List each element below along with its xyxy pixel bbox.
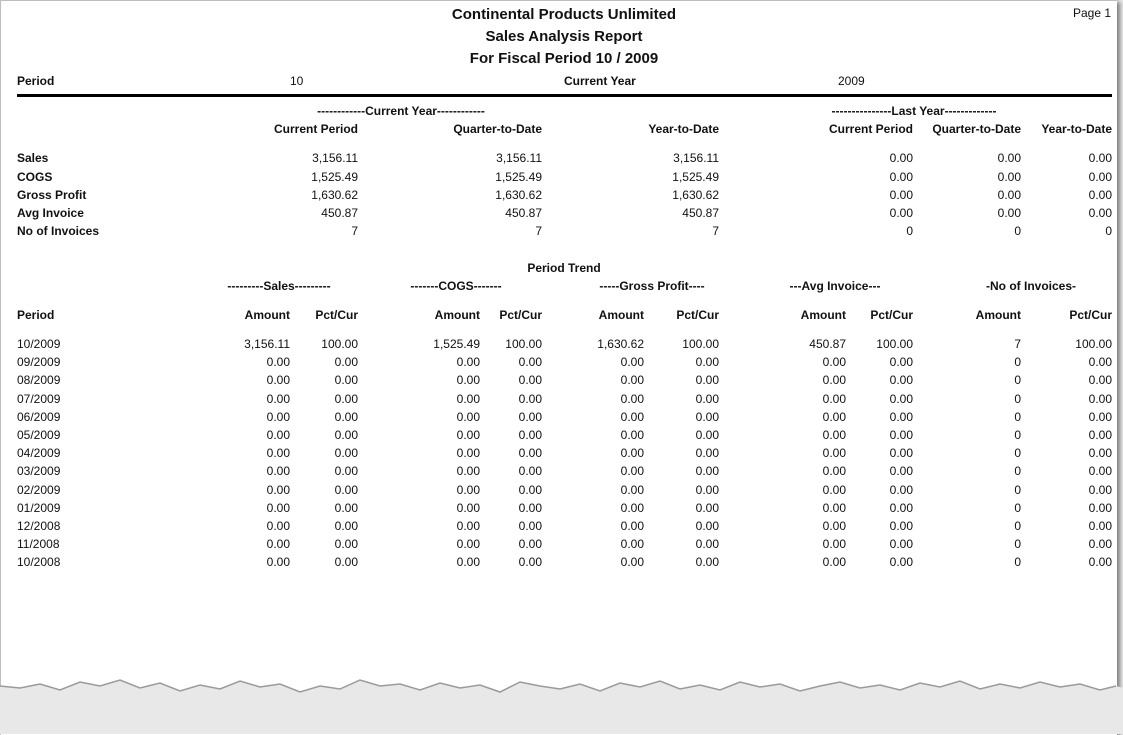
trend-cell: 0.00 bbox=[334, 555, 358, 569]
trend-group-heading: -----Gross Profit---- bbox=[599, 279, 705, 293]
trend-pct-header: Pct/Cur bbox=[676, 308, 719, 322]
trend-cell: 0.00 bbox=[334, 373, 358, 387]
trend-cell: 0.00 bbox=[620, 392, 644, 406]
trend-cell: 0 bbox=[1014, 355, 1021, 369]
trend-cell: 0.00 bbox=[620, 428, 644, 442]
summary-cell: 0.00 bbox=[889, 188, 913, 202]
trend-cell: 0.00 bbox=[456, 428, 480, 442]
trend-cell: 0.00 bbox=[695, 428, 719, 442]
trend-cell: 0.00 bbox=[889, 392, 913, 406]
trend-cell: 0.00 bbox=[266, 410, 290, 424]
summary-cell: 1,630.62 bbox=[311, 188, 358, 202]
trend-cell: 0.00 bbox=[889, 355, 913, 369]
trend-cell: 0.00 bbox=[695, 446, 719, 460]
summary-cell: 0.00 bbox=[1088, 170, 1112, 184]
trend-cell: 0.00 bbox=[518, 501, 542, 515]
trend-cell: 0.00 bbox=[1088, 464, 1112, 478]
trend-cell: 0.00 bbox=[620, 519, 644, 533]
summary-cell: 7 bbox=[535, 224, 542, 238]
trend-cell: 0.00 bbox=[266, 355, 290, 369]
trend-cell: 0.00 bbox=[518, 555, 542, 569]
trend-cell: 0.00 bbox=[1088, 501, 1112, 515]
trend-cell: 0.00 bbox=[518, 446, 542, 460]
summary-cell: 3,156.11 bbox=[496, 151, 542, 165]
trend-cell: 0.00 bbox=[889, 537, 913, 551]
trend-cell: 0.00 bbox=[518, 537, 542, 551]
trend-cell: 0 bbox=[1014, 373, 1021, 387]
trend-period-label: Period bbox=[17, 308, 55, 322]
trend-cell: 0.00 bbox=[822, 410, 846, 424]
trend-cell: 0 bbox=[1014, 392, 1021, 406]
trend-cell: 0 bbox=[1014, 428, 1021, 442]
summary-cell: 0.00 bbox=[997, 188, 1021, 202]
summary-cell: 450.87 bbox=[682, 206, 719, 220]
trend-row-period: 07/2009 bbox=[17, 392, 61, 406]
trend-cell: 0.00 bbox=[822, 355, 846, 369]
page-number: Page 1 bbox=[1073, 6, 1112, 20]
summary-cell: 0.00 bbox=[1088, 206, 1112, 220]
trend-cell: 0.00 bbox=[1088, 373, 1112, 387]
summary-cell: 0.00 bbox=[997, 151, 1021, 165]
trend-row-period: 05/2009 bbox=[17, 428, 61, 442]
summary-cell: 1,630.62 bbox=[495, 188, 542, 202]
trend-cell: 0.00 bbox=[1088, 355, 1112, 369]
trend-cell: 0.00 bbox=[334, 355, 358, 369]
trend-cell: 0.00 bbox=[266, 483, 290, 497]
trend-cell: 0.00 bbox=[620, 537, 644, 551]
trend-cell: 0.00 bbox=[695, 373, 719, 387]
summary-cell: 450.87 bbox=[321, 206, 358, 220]
trend-cell: 0.00 bbox=[456, 555, 480, 569]
summary-cell: 7 bbox=[351, 224, 358, 238]
current-year-label: Current Year bbox=[564, 74, 636, 88]
trend-row-period: 10/2008 bbox=[17, 555, 61, 569]
trend-cell: 0.00 bbox=[889, 555, 913, 569]
trend-cell: 0.00 bbox=[456, 392, 480, 406]
header-divider bbox=[17, 94, 1112, 97]
trend-cell: 0.00 bbox=[266, 555, 290, 569]
trend-row-period: 09/2009 bbox=[17, 355, 61, 369]
trend-group-heading: ---------Sales--------- bbox=[227, 279, 331, 293]
trend-row-period: 04/2009 bbox=[17, 446, 61, 460]
trend-group-heading: -------COGS------- bbox=[410, 279, 502, 293]
trend-cell: 0.00 bbox=[1088, 537, 1112, 551]
summary-cell: 0.00 bbox=[889, 151, 913, 165]
summary-cell: 0.00 bbox=[889, 206, 913, 220]
summary-cell: 0 bbox=[1105, 224, 1112, 238]
current-year-value: 2009 bbox=[838, 74, 865, 88]
trend-cell: 0.00 bbox=[695, 483, 719, 497]
summary-cell: 3,156.11 bbox=[673, 151, 719, 165]
trend-row-period: 11/2008 bbox=[17, 537, 60, 551]
trend-amount-header: Amount bbox=[244, 308, 290, 322]
trend-cell: 0 bbox=[1014, 464, 1021, 478]
trend-cell: 0.00 bbox=[334, 537, 358, 551]
trend-cell: 7 bbox=[1014, 337, 1021, 351]
trend-cell: 0.00 bbox=[889, 446, 913, 460]
trend-cell: 0.00 bbox=[266, 464, 290, 478]
trend-cell: 0.00 bbox=[822, 501, 846, 515]
trend-cell: 0.00 bbox=[695, 501, 719, 515]
trend-cell: 0.00 bbox=[695, 537, 719, 551]
period-label: Period bbox=[17, 74, 55, 88]
report-title: Sales Analysis Report bbox=[485, 28, 643, 45]
trend-cell: 0.00 bbox=[456, 501, 480, 515]
summary-col-header: Year-to-Date bbox=[1041, 122, 1112, 136]
trend-row-period: 01/2009 bbox=[17, 501, 61, 515]
trend-cell: 0.00 bbox=[334, 519, 358, 533]
trend-cell: 0.00 bbox=[620, 464, 644, 478]
summary-row-label: COGS bbox=[17, 170, 53, 184]
trend-cell: 0.00 bbox=[266, 537, 290, 551]
trend-cell: 0 bbox=[1014, 501, 1021, 515]
trend-cell: 0.00 bbox=[1088, 555, 1112, 569]
trend-cell: 0.00 bbox=[889, 428, 913, 442]
trend-cell: 1,525.49 bbox=[433, 337, 480, 351]
summary-row-label: Sales bbox=[17, 151, 49, 165]
trend-cell: 0.00 bbox=[518, 464, 542, 478]
trend-cell: 0.00 bbox=[822, 464, 846, 478]
trend-row-period: 08/2009 bbox=[17, 373, 61, 387]
trend-cell: 0.00 bbox=[456, 537, 480, 551]
trend-cell: 0 bbox=[1014, 555, 1021, 569]
summary-row-label: No of Invoices bbox=[17, 224, 100, 238]
trend-cell: 0.00 bbox=[695, 464, 719, 478]
trend-cell: 0 bbox=[1014, 446, 1021, 460]
trend-cell: 0.00 bbox=[334, 428, 358, 442]
summary-cell: 1,525.49 bbox=[495, 170, 542, 184]
summary-cell: 3,156.11 bbox=[312, 151, 358, 165]
trend-amount-header: Amount bbox=[434, 308, 480, 322]
trend-cell: 0.00 bbox=[620, 555, 644, 569]
trend-cell: 0.00 bbox=[695, 392, 719, 406]
trend-cell: 0.00 bbox=[266, 392, 290, 406]
trend-cell: 0.00 bbox=[334, 501, 358, 515]
trend-cell: 0.00 bbox=[266, 428, 290, 442]
trend-cell: 0.00 bbox=[1088, 519, 1112, 533]
trend-cell: 0.00 bbox=[822, 428, 846, 442]
trend-cell: 100.00 bbox=[682, 337, 719, 351]
trend-cell: 0.00 bbox=[822, 446, 846, 460]
trend-group-heading: -No of Invoices- bbox=[985, 279, 1077, 293]
trend-row-period: 03/2009 bbox=[17, 464, 61, 478]
period-value: 10 bbox=[290, 74, 304, 88]
trend-cell: 0.00 bbox=[334, 392, 358, 406]
summary-row-label: Gross Profit bbox=[17, 188, 87, 202]
trend-cell: 0.00 bbox=[695, 410, 719, 424]
trend-cell: 0.00 bbox=[695, 519, 719, 533]
summary-cell: 0 bbox=[1014, 224, 1021, 238]
summary-cell: 0.00 bbox=[1088, 188, 1112, 202]
trend-cell: 0.00 bbox=[456, 410, 480, 424]
summary-col-header: Year-to-Date bbox=[648, 122, 719, 136]
trend-amount-header: Amount bbox=[800, 308, 846, 322]
trend-cell: 0.00 bbox=[518, 355, 542, 369]
trend-cell: 0.00 bbox=[695, 555, 719, 569]
trend-row-period: 10/2009 bbox=[17, 337, 61, 351]
trend-cell: 0.00 bbox=[695, 355, 719, 369]
trend-cell: 0.00 bbox=[822, 373, 846, 387]
torn-paper-edge bbox=[0, 674, 1123, 734]
trend-cell: 0.00 bbox=[620, 483, 644, 497]
trend-cell: 0.00 bbox=[456, 373, 480, 387]
summary-cell: 450.87 bbox=[505, 206, 542, 220]
trend-cell: 0.00 bbox=[889, 410, 913, 424]
trend-cell: 0.00 bbox=[620, 501, 644, 515]
trend-cell: 0.00 bbox=[822, 555, 846, 569]
trend-cell: 0 bbox=[1014, 537, 1021, 551]
trend-cell: 0 bbox=[1014, 519, 1021, 533]
trend-cell: 450.87 bbox=[809, 337, 846, 351]
trend-row-period: 12/2008 bbox=[17, 519, 61, 533]
trend-cell: 0.00 bbox=[1088, 392, 1112, 406]
trend-cell: 0.00 bbox=[889, 501, 913, 515]
summary-cell: 1,525.49 bbox=[311, 170, 358, 184]
trend-cell: 0.00 bbox=[518, 519, 542, 533]
summary-col-header: Quarter-to-Date bbox=[932, 122, 1021, 136]
trend-cell: 0.00 bbox=[620, 410, 644, 424]
summary-cell: 0.00 bbox=[997, 206, 1021, 220]
summary-row-label: Avg Invoice bbox=[17, 206, 84, 220]
trend-cell: 0 bbox=[1014, 483, 1021, 497]
trend-cell: 0.00 bbox=[620, 446, 644, 460]
trend-cell: 1,630.62 bbox=[597, 337, 644, 351]
trend-cell: 0.00 bbox=[456, 355, 480, 369]
trend-cell: 0.00 bbox=[822, 483, 846, 497]
trend-cell: 0.00 bbox=[456, 464, 480, 478]
current-year-heading: ------------Current Year------------ bbox=[317, 104, 485, 118]
trend-cell: 0.00 bbox=[266, 519, 290, 533]
company-name: Continental Products Unlimited bbox=[451, 6, 677, 23]
trend-cell: 100.00 bbox=[1075, 337, 1112, 351]
trend-cell: 0.00 bbox=[620, 355, 644, 369]
trend-cell: 0.00 bbox=[822, 537, 846, 551]
trend-cell: 0.00 bbox=[518, 373, 542, 387]
trend-cell: 0.00 bbox=[889, 483, 913, 497]
trend-cell: 0.00 bbox=[456, 483, 480, 497]
trend-cell: 0.00 bbox=[1088, 410, 1112, 424]
trend-cell: 0.00 bbox=[456, 519, 480, 533]
trend-cell: 0.00 bbox=[266, 501, 290, 515]
trend-amount-header: Amount bbox=[975, 308, 1021, 322]
trend-cell: 0.00 bbox=[266, 373, 290, 387]
trend-cell: 0.00 bbox=[334, 446, 358, 460]
summary-cell: 0.00 bbox=[1088, 151, 1112, 165]
summary-cell: 7 bbox=[712, 224, 719, 238]
trend-pct-header: Pct/Cur bbox=[870, 308, 913, 322]
trend-cell: 0.00 bbox=[334, 464, 358, 478]
summary-col-header: Quarter-to-Date bbox=[453, 122, 542, 136]
summary-cell: 1,525.49 bbox=[672, 170, 719, 184]
summary-col-header: Current Period bbox=[273, 122, 358, 136]
trend-cell: 0.00 bbox=[266, 446, 290, 460]
trend-cell: 3,156.11 bbox=[244, 337, 290, 351]
trend-cell: 100.00 bbox=[876, 337, 913, 351]
summary-col-header: Current Period bbox=[828, 122, 913, 136]
trend-cell: 100.00 bbox=[321, 337, 358, 351]
trend-cell: 0.00 bbox=[889, 373, 913, 387]
last-year-heading: ---------------Last Year------------- bbox=[831, 104, 997, 118]
trend-cell: 0.00 bbox=[334, 410, 358, 424]
fiscal-period-title: For Fiscal Period 10 / 2009 bbox=[469, 50, 659, 67]
trend-cell: 0.00 bbox=[1088, 483, 1112, 497]
trend-row-period: 02/2009 bbox=[17, 483, 61, 497]
trend-cell: 0.00 bbox=[518, 428, 542, 442]
trend-cell: 0.00 bbox=[518, 392, 542, 406]
trend-cell: 0.00 bbox=[889, 464, 913, 478]
summary-cell: 0.00 bbox=[889, 170, 913, 184]
trend-cell: 0.00 bbox=[620, 373, 644, 387]
trend-cell: 0.00 bbox=[889, 519, 913, 533]
summary-cell: 1,630.62 bbox=[672, 188, 719, 202]
summary-cell: 0 bbox=[906, 224, 913, 238]
trend-cell: 0.00 bbox=[822, 519, 846, 533]
trend-row-period: 06/2009 bbox=[17, 410, 61, 424]
trend-cell: 0.00 bbox=[1088, 428, 1112, 442]
period-trend-title: Period Trend bbox=[527, 261, 601, 275]
trend-pct-header: Pct/Cur bbox=[499, 308, 542, 322]
trend-cell: 0.00 bbox=[822, 392, 846, 406]
trend-group-heading: ---Avg Invoice--- bbox=[789, 279, 881, 293]
trend-cell: 0.00 bbox=[334, 483, 358, 497]
trend-pct-header: Pct/Cur bbox=[1069, 308, 1112, 322]
trend-pct-header: Pct/Cur bbox=[315, 308, 358, 322]
trend-cell: 0.00 bbox=[1088, 446, 1112, 460]
trend-cell: 0 bbox=[1014, 410, 1021, 424]
trend-cell: 0.00 bbox=[456, 446, 480, 460]
trend-cell: 0.00 bbox=[518, 483, 542, 497]
summary-cell: 0.00 bbox=[997, 170, 1021, 184]
trend-cell: 100.00 bbox=[505, 337, 542, 351]
trend-amount-header: Amount bbox=[598, 308, 644, 322]
trend-cell: 0.00 bbox=[518, 410, 542, 424]
